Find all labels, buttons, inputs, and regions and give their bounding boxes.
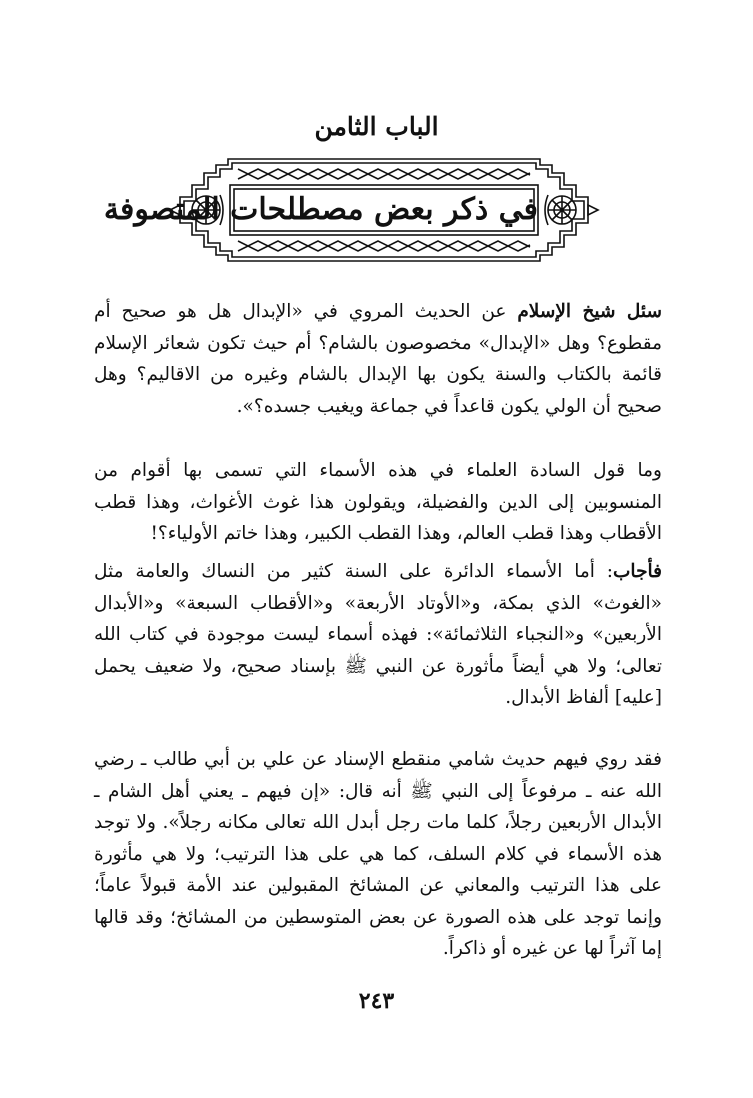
paragraph-text: عن الحديث المروي في «الإبدال هل هو صحيح أم مقطوع؟ وهل «الإبدال» مخصوصون بالشام؟ أم حيث تكون شعائر الإسلام قائمة بالكتاب والسنة يكون بها الإبدال بالشام وغيره من الاقاليم؟ وهل صحيح أن الولي يكون قاعداً في جماعة ويغيب جسده؟».: [94, 301, 662, 417]
paragraph-titles-question: [94, 455, 662, 550]
chapter-label: الباب الثامن: [314, 112, 439, 141]
paragraph-question: [94, 296, 662, 422]
chapter-title: في ذكر بعض مصطلحات المتصوفة: [103, 192, 538, 227]
paragraph-hadith: [94, 744, 662, 965]
title-banner: [103, 155, 600, 265]
paragraph-text: وما قول السادة العلماء في هذه الأسماء التي تسمى بها أقوام من المنسوبين إلى الدين والفضيلة، ويقولون هذا غوث الأغواث، وهذا قطب الأقطاب وهذا قطب العالم، وهذا القطب الكبير، وهذا خاتم الأولياء؟!: [94, 460, 662, 544]
paragraph-lead: سئل شيخ الإسلام: [517, 301, 663, 322]
paragraph-answer: [94, 556, 662, 714]
paragraph-text: : أما الأسماء الدائرة على السنة كثير من النساك والعامة مثل «الغوث» الذي بمكة، و«الأوتاد الأربعة» و«الأقطاب السبعة» و«الأبدال الأربعين» و«النجباء الثلاثمائة»: فهذه أسماء ليست موجودة في كتاب الله تعالى؛ ولا هي أيضاً مأثورة عن النبي ﷺ بإسناد صحيح، ولا ضعيف يحمل [عليه] ألفاظ الأبدال.: [94, 561, 662, 708]
page-number: ٢٤٣: [358, 988, 395, 1014]
paragraph-text: فقد روي فيهم حديث شامي منقطع الإسناد عن علي بن أبي طالب ـ رضي الله عنه ـ مرفوعاً إلى النبي ﷺ أنه قال: «إن فيهم ـ يعني أهل الشام ـ الأبدال الأربعين رجلاً، كلما مات رجل أبدل الله تعالى مكانه رجلاً». ولا توجد هذه الأسماء في كلام السلف، كما هي على هذا الترتيب؛ ولا هي مأثورة على هذا الترتيب والمعاني عن المشائخ المقبولين عند الأمة قبولاً عاماً؛ وإنما توجد على هذه الصورة عن بعض المتوسطين من المشائخ؛ وقد قالها إما آثراً لها عن غيره أو ذاكراً.: [94, 749, 662, 959]
paragraph-lead: فأجاب: [613, 561, 662, 582]
